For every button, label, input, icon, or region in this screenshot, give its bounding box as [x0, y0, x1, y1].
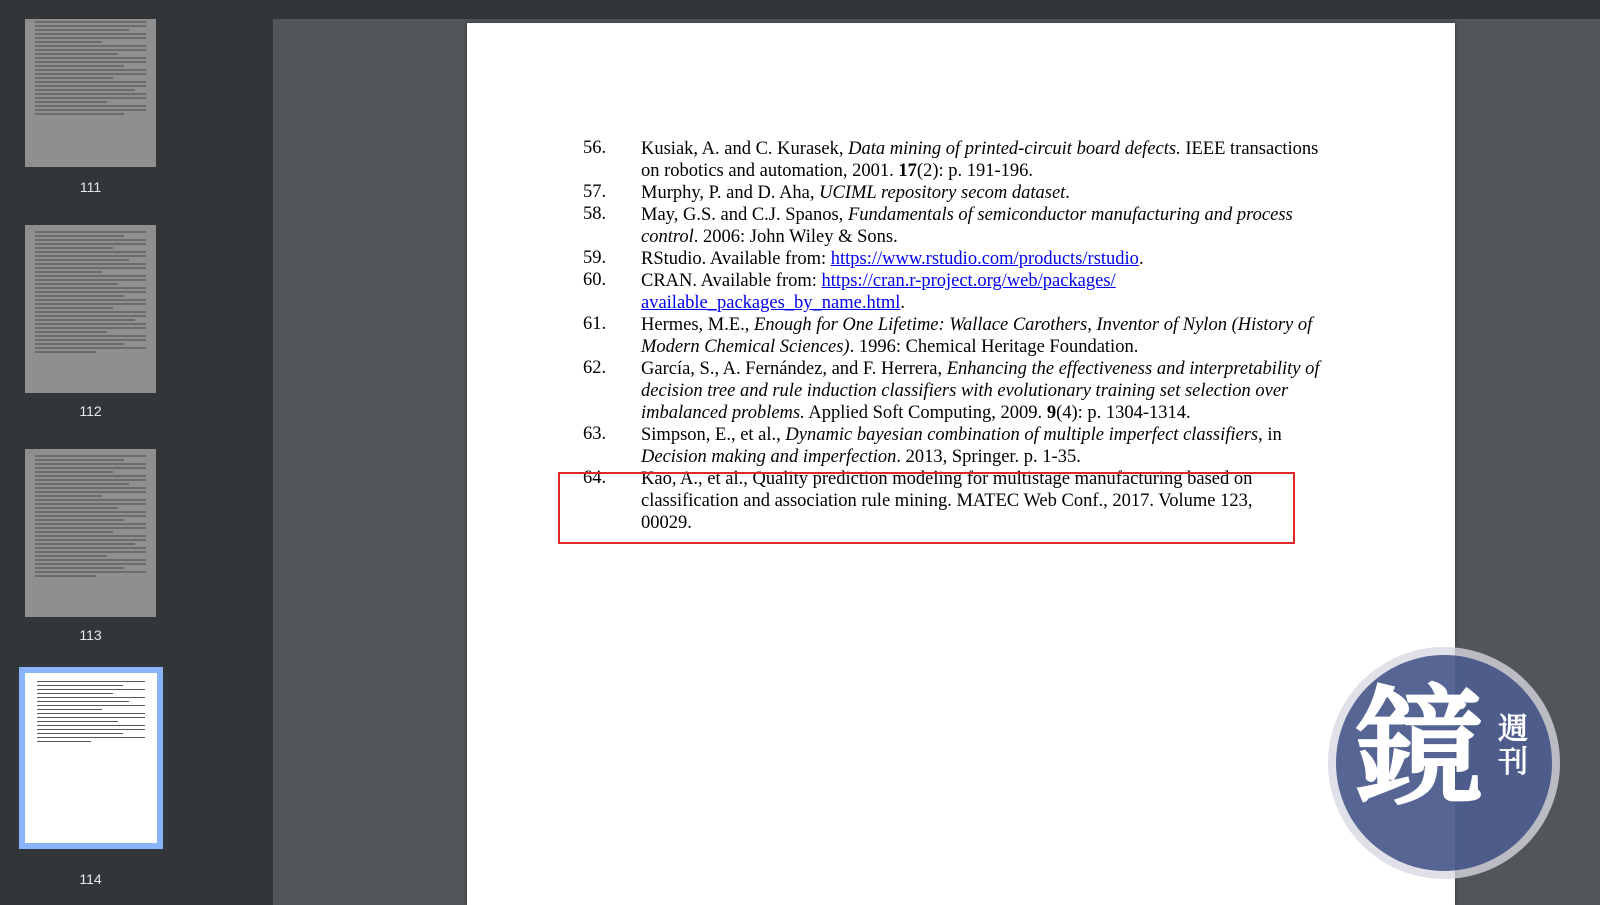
document-page	[467, 23, 1455, 905]
reference-text: Murphy, P. and D. Aha, UCIML repository secom dataset.	[641, 183, 1070, 203]
thumbnail-image	[25, 449, 156, 617]
thumbnail-image	[25, 19, 156, 167]
thumbnail-label: 113	[79, 627, 102, 643]
watermark-small-characters: 週刊	[1498, 712, 1528, 780]
reference-text: Kao, A., et al., Quality prediction modeling for multistage manufacturing based on classification and association rule mining. MATEC Web Conf., 2017. Volume 123, 00029.	[641, 469, 1253, 533]
reference-text: Hermes, M.E., Enough for One Lifetime: Wallace Carothers, Inventor of Nylon (History of Modern Chemical Sciences). 1996: Chemical Heritage Foundation.	[641, 315, 1313, 357]
reference-number: 58.	[583, 204, 607, 224]
reference-number: 62.	[583, 358, 607, 378]
reference-number: 60.	[583, 270, 607, 290]
reference-number: 56.	[583, 138, 607, 158]
highlight-box	[558, 472, 1295, 544]
thumbnail-label: 111	[79, 179, 102, 195]
thumbnail-label: 114	[79, 871, 102, 887]
reference-number: 59.	[583, 248, 607, 268]
reference-text: May, G.S. and C.J. Spanos, Fundamentals of semiconductor manufacturing and process control. 2006: John Wiley & Sons.	[641, 205, 1293, 247]
reference-text: RStudio. Available from: https://www.rstudio.com/products/rstudio.	[641, 249, 1144, 269]
reference-number: 63.	[583, 424, 607, 444]
rstudio-link[interactable]: https://www.rstudio.com/products/rstudio	[830, 249, 1139, 269]
reference-text: Kusiak, A. and C. Kurasek, Data mining of printed-circuit board defects. IEEE transactions on robotics and automation, 2001. 17(2): p. 191-196.	[641, 139, 1319, 181]
thumbnail-image-active	[19, 667, 163, 849]
reference-number: 64.	[583, 468, 607, 488]
thumbnail-sidebar[interactable]	[0, 19, 273, 905]
mirror-media-watermark-logo	[1328, 647, 1560, 879]
reference-text: García, S., A. Fernández, and F. Herrera, Enhancing the effectiveness and interpretability of decision tree and rule induction classifiers with evolutionary training set selection over imbalanced problems. Applied Soft Computing, 2009. 9(4): p. 1304-1314.	[641, 359, 1320, 423]
thumbnail-image	[25, 225, 156, 393]
top-toolbar	[0, 0, 1600, 19]
reference-text: Simpson, E., et al., Dynamic bayesian combination of multiple imperfect classifiers, in Decision making and imperfection. 2013, Springer. p. 1-35.	[641, 425, 1282, 467]
reference-number: 57.	[583, 182, 607, 202]
cran-link[interactable]: https://cran.r-project.org/web/packages/available_packages_by_name.html	[641, 271, 1116, 313]
watermark-main-character: 鏡	[1354, 672, 1485, 824]
reference-number: 61.	[583, 314, 607, 334]
thumbnail-label: 112	[79, 403, 102, 419]
reference-text: CRAN. Available from: https://cran.r-project.org/web/packages/available_packages_by_name.html.	[641, 271, 1116, 313]
